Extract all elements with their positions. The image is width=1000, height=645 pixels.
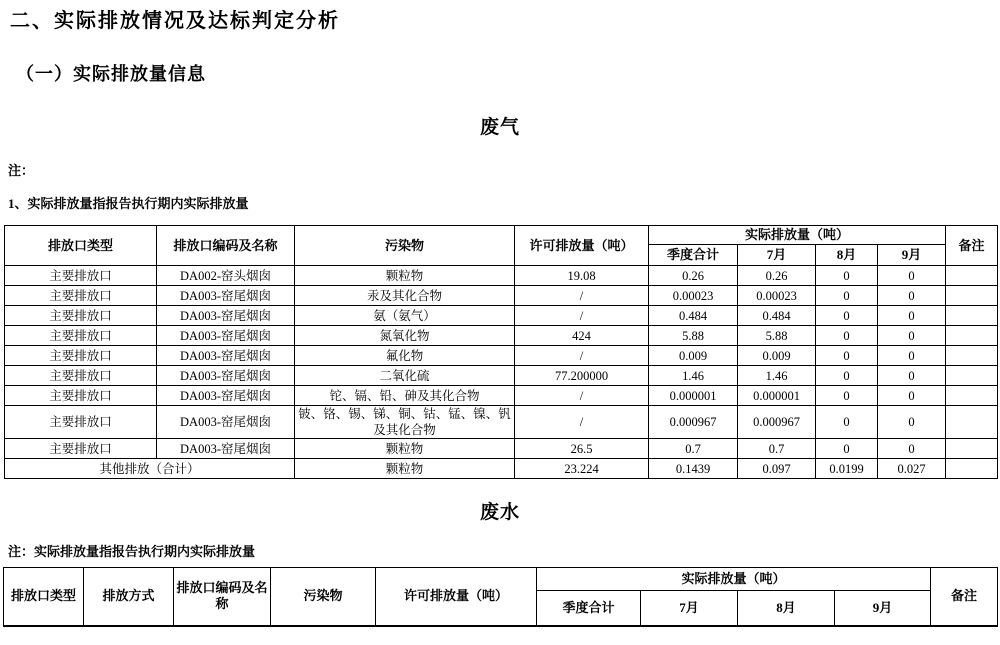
table-row xyxy=(5,439,998,459)
table-cell: 0 xyxy=(816,346,878,366)
waste-gas-title: 废气 xyxy=(479,117,520,138)
header-remark: 备注 xyxy=(946,226,998,266)
header-month-jul: 7月 xyxy=(738,245,816,266)
table-cell: 0.000967 xyxy=(738,406,816,439)
table-cell: 0.000001 xyxy=(738,386,816,406)
table-row xyxy=(5,306,998,326)
table-cell: 主要排放口 xyxy=(5,386,157,406)
section-title: 二、实际排放情况及达标判定分析 xyxy=(10,10,340,32)
table-cell: DA002-窑头烟囱 xyxy=(157,266,295,286)
table-cell: 铊、镉、铅、砷及其化合物 xyxy=(295,386,515,406)
waste-gas-note-item: 1、实际排放量指报告执行期内实际排放量 xyxy=(8,196,249,211)
table-cell: 0 xyxy=(878,286,946,306)
table-cell: 0 xyxy=(878,386,946,406)
table-cell: 氨（氨气） xyxy=(295,306,515,326)
table-cell: 5.88 xyxy=(738,326,816,346)
table-cell xyxy=(946,386,998,406)
table-cell: 0 xyxy=(878,306,946,326)
table-cell: 其他排放（合计） xyxy=(5,459,295,479)
table-cell: 0.009 xyxy=(649,346,738,366)
table-cell: 0 xyxy=(878,266,946,286)
table-cell: 0 xyxy=(878,346,946,366)
table-cell: 77.200000 xyxy=(515,366,649,386)
table-cell: / xyxy=(515,406,649,439)
table-cell: 主要排放口 xyxy=(5,346,157,366)
table-cell xyxy=(946,439,998,459)
table-cell: 0 xyxy=(816,286,878,306)
table-cell: 颗粒物 xyxy=(295,266,515,286)
table-cell: 0 xyxy=(816,306,878,326)
header-quarter-total: 季度合计 xyxy=(649,245,738,266)
header-month-jul: 7月 xyxy=(641,591,738,626)
table-cell: 主要排放口 xyxy=(5,366,157,386)
table-cell: 颗粒物 xyxy=(295,459,515,479)
table-cell: DA003-窑尾烟囱 xyxy=(157,439,295,459)
table-cell: 0.000001 xyxy=(649,386,738,406)
header-month-sep: 9月 xyxy=(835,591,931,626)
waste-water-note: 注：实际排放量指报告执行期内实际排放量 xyxy=(8,544,256,559)
header-remark: 备注 xyxy=(931,568,998,626)
table-cell: 0.027 xyxy=(878,459,946,479)
table-cell: 0.00023 xyxy=(649,286,738,306)
header-permitted-amount: 许可排放量（吨） xyxy=(515,226,649,266)
table-row xyxy=(5,406,998,439)
header-quarter-total: 季度合计 xyxy=(537,591,641,626)
table-cell: 1.46 xyxy=(649,366,738,386)
table-cell: 0 xyxy=(816,366,878,386)
table-cell: / xyxy=(515,286,649,306)
table-cell xyxy=(946,326,998,346)
table-cell: 424 xyxy=(515,326,649,346)
header-month-aug: 8月 xyxy=(816,245,878,266)
header-pollutant: 污染物 xyxy=(271,568,376,626)
table-cell: 主要排放口 xyxy=(5,406,157,439)
table-cell: DA003-窑尾烟囱 xyxy=(157,326,295,346)
table-cell: 颗粒物 xyxy=(295,439,515,459)
table-cell: 0 xyxy=(816,326,878,346)
table-cell: 二氧化硫 xyxy=(295,366,515,386)
table-cell: 0.7 xyxy=(738,439,816,459)
table-cell: 主要排放口 xyxy=(5,439,157,459)
table-cell: 0 xyxy=(878,326,946,346)
table-cell: 0 xyxy=(878,406,946,439)
waste-gas-note-label: 注： xyxy=(8,163,35,178)
table-cell: 0 xyxy=(816,439,878,459)
header-permitted-amount: 许可排放量（吨） xyxy=(376,568,537,626)
table-cell: DA003-窑尾烟囱 xyxy=(157,346,295,366)
table-cell: 氟化物 xyxy=(295,346,515,366)
table-cell: / xyxy=(515,386,649,406)
table-cell: 0.1439 xyxy=(649,459,738,479)
table-cell xyxy=(946,306,998,326)
table-cell: DA003-窑尾烟囱 xyxy=(157,306,295,326)
table-header-row xyxy=(5,226,998,245)
waste-water-title: 废水 xyxy=(479,502,520,523)
header-pollutant: 污染物 xyxy=(295,226,515,266)
table-cell: 23.224 xyxy=(515,459,649,479)
table-cell: 主要排放口 xyxy=(5,306,157,326)
table-cell: 0 xyxy=(816,406,878,439)
waste-gas-table-body xyxy=(5,266,998,479)
table-cell: 5.88 xyxy=(649,326,738,346)
table-cell: DA003-窑尾烟囱 xyxy=(157,406,295,439)
table-cell: 0.26 xyxy=(649,266,738,286)
table-cell: 主要排放口 xyxy=(5,266,157,286)
table-cell xyxy=(946,266,998,286)
table-cell: / xyxy=(515,306,649,326)
table-row xyxy=(5,386,998,406)
table-cell: 氮氧化物 xyxy=(295,326,515,346)
table-row xyxy=(5,459,998,479)
header-discharge-mode: 排放方式 xyxy=(84,568,174,626)
header-month-sep: 9月 xyxy=(878,245,946,266)
table-row xyxy=(5,326,998,346)
table-cell: 0.0199 xyxy=(816,459,878,479)
subsection-title: （一）实际排放量信息 xyxy=(16,64,206,84)
table-cell: DA003-窑尾烟囱 xyxy=(157,386,295,406)
header-outlet-type: 排放口类型 xyxy=(5,226,157,266)
waste-water-table xyxy=(3,567,998,627)
table-cell: 1.46 xyxy=(738,366,816,386)
table-cell: 0.26 xyxy=(738,266,816,286)
table-cell: / xyxy=(515,346,649,366)
waste-gas-table xyxy=(4,225,998,479)
table-cell: 0.484 xyxy=(738,306,816,326)
table-cell: 0.484 xyxy=(649,306,738,326)
table-cell: 0 xyxy=(816,266,878,286)
table-header-row xyxy=(4,568,998,591)
header-outlet-type: 排放口类型 xyxy=(4,568,84,626)
table-cell: 0 xyxy=(816,386,878,406)
table-cell xyxy=(946,406,998,439)
table-cell: 0.7 xyxy=(649,439,738,459)
header-actual-amount-group: 实际排放量（吨） xyxy=(537,568,931,591)
table-cell: 0.097 xyxy=(738,459,816,479)
table-cell: 0.009 xyxy=(738,346,816,366)
table-cell: 19.08 xyxy=(515,266,649,286)
table-row xyxy=(5,266,998,286)
table-cell xyxy=(946,286,998,306)
table-cell: DA003-窑尾烟囱 xyxy=(157,366,295,386)
table-cell: DA003-窑尾烟囱 xyxy=(157,286,295,306)
table-cell: 汞及其化合物 xyxy=(295,286,515,306)
table-row xyxy=(5,366,998,386)
header-outlet-code: 排放口编码及名称 xyxy=(174,568,271,626)
table-cell xyxy=(946,366,998,386)
table-cell xyxy=(946,459,998,479)
table-cell: 主要排放口 xyxy=(5,326,157,346)
table-cell: 26.5 xyxy=(515,439,649,459)
table-cell xyxy=(946,346,998,366)
table-cell: 0 xyxy=(878,439,946,459)
table-cell: 主要排放口 xyxy=(5,286,157,306)
header-actual-amount-group: 实际排放量（吨） xyxy=(649,226,946,245)
table-cell: 铍、铬、锡、锑、铜、钴、锰、镍、钒及其化合物 xyxy=(295,406,515,439)
table-row xyxy=(5,346,998,366)
table-cell: 0.00023 xyxy=(738,286,816,306)
table-row xyxy=(5,286,998,306)
header-month-aug: 8月 xyxy=(738,591,835,626)
table-cell: 0 xyxy=(878,366,946,386)
table-cell: 0.000967 xyxy=(649,406,738,439)
header-outlet-code: 排放口编码及名称 xyxy=(157,226,295,266)
